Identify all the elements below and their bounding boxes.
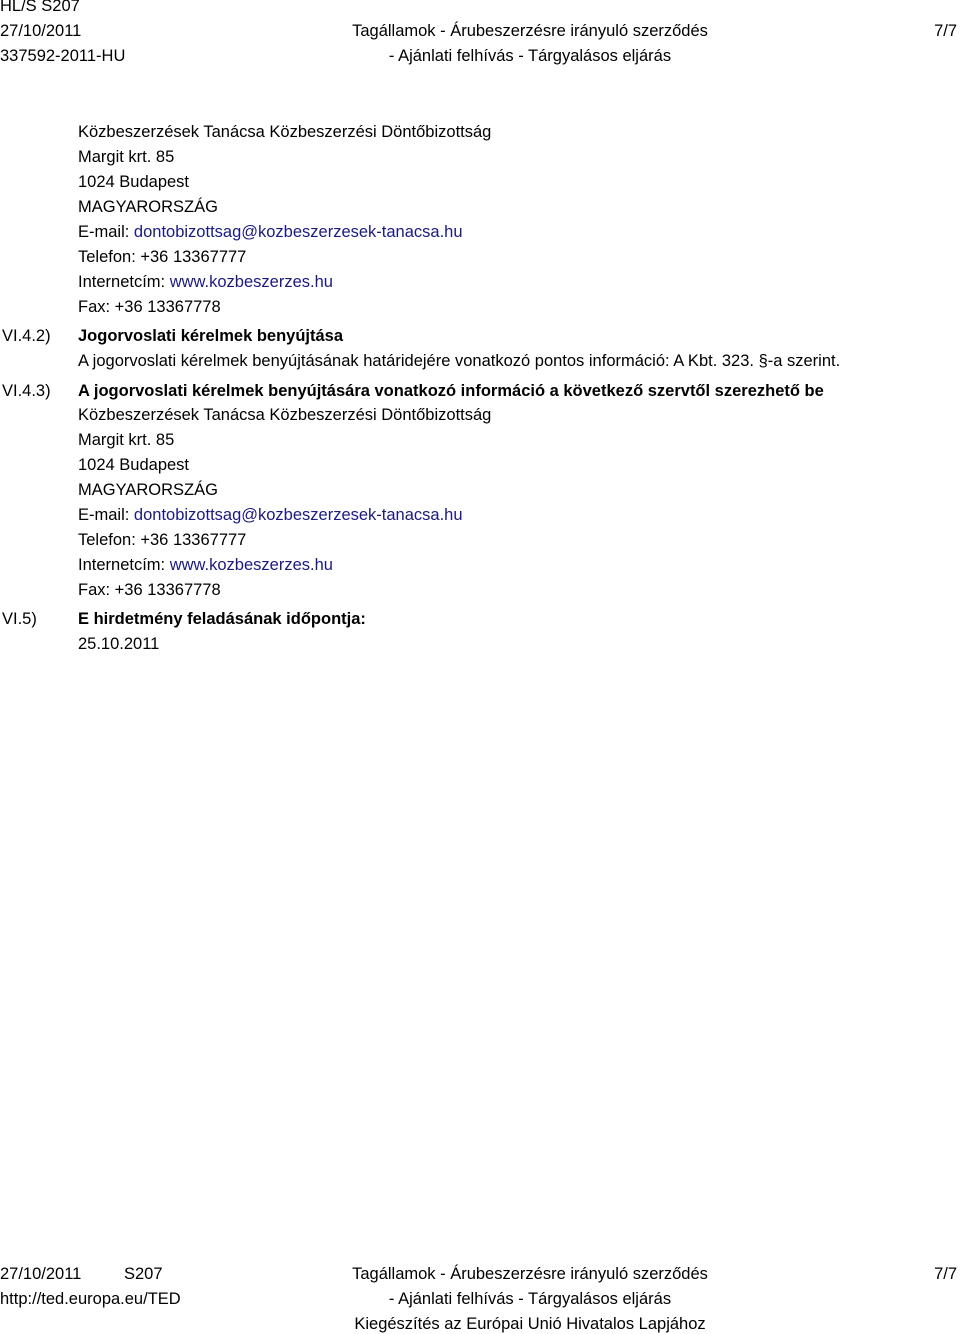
header-date: 27/10/2011	[0, 22, 82, 40]
section-heading-vi5: E hirdetmény feladásának időpontja:	[78, 610, 366, 628]
org-name: Közbeszerzések Tanácsa Közbeszerzési Döntőbizottság	[78, 123, 492, 141]
contact-block-2	[78, 403, 491, 603]
phone-line: Telefon: +36 13367777	[78, 531, 247, 549]
email-line	[78, 220, 491, 245]
fax-line: Fax: +36 13367778	[78, 581, 221, 599]
header-page-number: 7/7	[934, 22, 957, 40]
footer-date: 27/10/2011	[0, 1265, 82, 1283]
header-title-line1: Tagállamok - Árubeszerzésre irányuló szerződés	[352, 22, 708, 40]
fax-line: Fax: +36 13367778	[78, 298, 221, 316]
section-text-vi42: A jogorvoslati kérelmek benyújtásának határidejére vonatkozó pontos információ: A Kbt. 323. §-a szerint.	[78, 352, 841, 370]
email-line	[78, 503, 491, 528]
web-line	[78, 270, 491, 295]
section-heading-vi42: Jogorvoslati kérelmek benyújtása	[78, 327, 344, 345]
country: MAGYARORSZÁG	[78, 481, 218, 499]
section-number-vi43: VI.4.3)	[2, 382, 51, 400]
city: 1024 Budapest	[78, 456, 190, 474]
web-label: Internetcím:	[78, 556, 170, 574]
web-line	[78, 553, 491, 578]
street-address: Margit krt. 85	[78, 431, 175, 449]
email-link[interactable]: dontobizottsag@kozbeszerzesek-tanacsa.hu	[133, 223, 463, 241]
footer-title-line3: Kiegészítés az Európai Unió Hivatalos Lapjához	[354, 1315, 706, 1333]
footer-journal: S207	[124, 1265, 163, 1283]
dispatch-date: 25.10.2011	[78, 635, 160, 653]
header-doc-id: 337592-2011-HU	[0, 47, 126, 65]
web-link[interactable]: www.kozbeszerzes.hu	[169, 556, 333, 574]
footer-page-number: 7/7	[934, 1265, 957, 1283]
footer-url[interactable]: http://ted.europa.eu/TED	[0, 1290, 181, 1308]
header-title-line2: - Ajánlati felhívás - Tárgyalásos eljárás	[388, 47, 672, 65]
city: 1024 Budapest	[78, 173, 190, 191]
section-number-vi42: VI.4.2)	[2, 327, 51, 345]
email-label: E-mail:	[78, 506, 134, 524]
country: MAGYARORSZÁG	[78, 198, 218, 216]
footer-title-line2: - Ajánlati felhívás - Tárgyalásos eljárás	[388, 1290, 672, 1308]
email-label: E-mail:	[78, 223, 134, 241]
org-name: Közbeszerzések Tanácsa Közbeszerzési Döntőbizottság	[78, 406, 492, 424]
web-link[interactable]: www.kozbeszerzes.hu	[169, 273, 333, 291]
street-address: Margit krt. 85	[78, 148, 175, 166]
section-number-vi5: VI.5)	[2, 610, 37, 628]
footer-title-line1: Tagállamok - Árubeszerzésre irányuló szerződés	[352, 1265, 708, 1283]
email-link[interactable]: dontobizottsag@kozbeszerzesek-tanacsa.hu	[133, 506, 463, 524]
section-heading-vi43: A jogorvoslati kérelmek benyújtására vonatkozó információ a következő szervtől szerezhető be	[78, 382, 824, 400]
contact-block-1	[78, 120, 491, 320]
phone-line: Telefon: +36 13367777	[78, 248, 247, 266]
web-label: Internetcím:	[78, 273, 170, 291]
header-journal: HL/S S207	[0, 0, 80, 15]
